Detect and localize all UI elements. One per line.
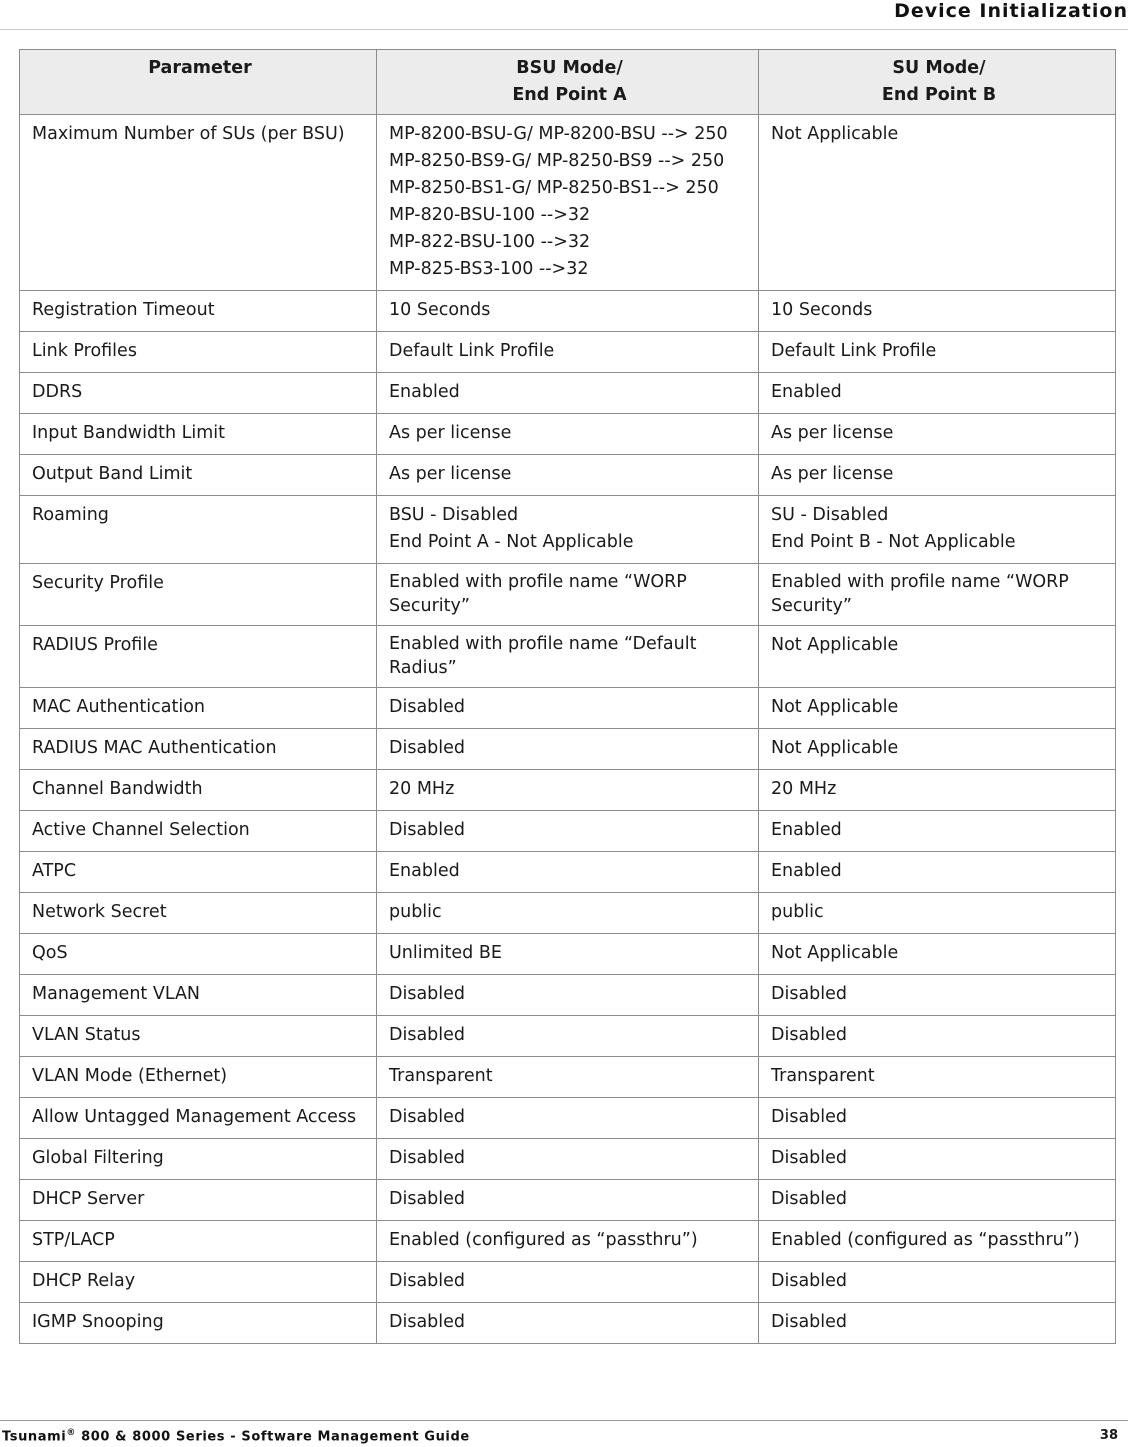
su-value-cell: Enabled (configured as “passthru”) [759,1221,1116,1262]
page-header-title: Device Initialization [894,0,1128,22]
bsu-value-cell: Unlimited BE [377,934,759,975]
parameter-name-cell: VLAN Mode (Ethernet) [20,1057,377,1098]
bsu-value-cell: Disabled [377,1139,759,1180]
su-value-cell: Enabled with profile name “WORP Security” [759,564,1116,626]
column-header [759,50,1116,115]
bsu-value-cell: As per license [377,455,759,496]
bsu-value-cell: Enabled (configured as “passthru”) [377,1221,759,1262]
parameter-name-cell: ATPC [20,852,377,893]
cell-line: BSU - Disabled [389,505,519,525]
su-value-cell: public [759,893,1116,934]
column-header [20,50,377,115]
footer-doc-title [2,1428,470,1444]
cell-line: End Point A - Not Applicable [389,532,634,552]
parameter-name-cell: Network Secret [20,893,377,934]
su-value-cell: Not Applicable [759,688,1116,729]
su-value-cell: Not Applicable [759,729,1116,770]
parameter-name-cell: Active Channel Selection [20,811,377,852]
bsu-value-cell: Disabled [377,975,759,1016]
bsu-value-cell: Disabled [377,1098,759,1139]
su-value-cell: Disabled [759,1262,1116,1303]
parameter-name-cell: Roaming [20,496,377,564]
bsu-value-cell [377,115,759,291]
footer-divider [0,1420,1128,1421]
bsu-value-cell: Default Link Profile [377,332,759,373]
parameter-name-cell: Allow Untagged Management Access [20,1098,377,1139]
column-header [377,50,759,115]
bsu-value-cell: As per license [377,414,759,455]
table-row [20,1057,1116,1098]
cell-line: SU - Disabled [771,505,889,525]
bsu-value-cell: Disabled [377,1303,759,1344]
table-row [20,688,1116,729]
column-header-line: End Point A [512,85,627,105]
table-row [20,934,1116,975]
table-header-row [20,50,1116,115]
parameter-name-cell: Security Profile [20,564,377,626]
parameter-name-cell: Management VLAN [20,975,377,1016]
cell-line: MP-822-BSU-100 -->32 [389,232,591,252]
registered-mark: ® [66,1428,76,1438]
table-row [20,852,1116,893]
cell-line: End Point B - Not Applicable [771,532,1016,552]
table-row [20,1262,1116,1303]
bsu-value-cell: Enabled [377,373,759,414]
bsu-value-cell: Transparent [377,1057,759,1098]
parameter-name-cell: STP/LACP [20,1221,377,1262]
cell-line: MP-825-BS3-100 -->32 [389,259,589,279]
bsu-value-cell: Disabled [377,1262,759,1303]
parameter-name-cell: DHCP Server [20,1180,377,1221]
table-row [20,496,1116,564]
parameter-name-cell: Maximum Number of SUs (per BSU) [20,115,377,291]
bsu-value-cell: Disabled [377,811,759,852]
parameter-name-cell: Output Band Limit [20,455,377,496]
su-value-cell: Disabled [759,1139,1116,1180]
cell-line: MP-8200-BSU-G/ MP-8200-BSU --> 250 [389,124,728,144]
parameter-name-cell: Link Profiles [20,332,377,373]
su-value-cell: 10 Seconds [759,291,1116,332]
su-value-cell: Disabled [759,1303,1116,1344]
header-divider [0,29,1128,30]
column-header-line: SU Mode/ [892,58,986,78]
cell-line: MP-8250-BS9-G/ MP-8250-BS9 --> 250 [389,151,725,171]
footer-doc-title-prefix: Tsunami [2,1429,67,1445]
su-value-cell: As per license [759,455,1116,496]
table-body [20,115,1116,1344]
page-number: 38 [1099,1428,1118,1443]
table-row [20,115,1116,291]
su-value-cell: Not Applicable [759,626,1116,688]
table-row [20,1180,1116,1221]
table-row [20,729,1116,770]
table-row [20,291,1116,332]
table-row [20,1139,1116,1180]
bsu-value-cell: Disabled [377,729,759,770]
parameter-name-cell: VLAN Status [20,1016,377,1057]
table-row [20,414,1116,455]
parameter-name-cell: IGMP Snooping [20,1303,377,1344]
table-row [20,1016,1116,1057]
table-row [20,1221,1116,1262]
cell-line: MP-820-BSU-100 -->32 [389,205,591,225]
parameter-name-cell: Channel Bandwidth [20,770,377,811]
table-row [20,455,1116,496]
su-value-cell: Not Applicable [759,934,1116,975]
su-value-cell: Not Applicable [759,115,1116,291]
table-row [20,332,1116,373]
su-value-cell: Enabled [759,852,1116,893]
table-header [20,50,1116,115]
su-value-cell: Enabled [759,373,1116,414]
table-row [20,811,1116,852]
column-header-line: BSU Mode/ [516,58,623,78]
parameter-name-cell: Registration Timeout [20,291,377,332]
parameter-name-cell: RADIUS Profile [20,626,377,688]
bsu-value-cell: Enabled [377,852,759,893]
parameter-name-cell: DDRS [20,373,377,414]
bsu-value-cell: Enabled with profile name “WORP Security” [377,564,759,626]
bsu-value-cell [377,496,759,564]
parameter-name-cell: DHCP Relay [20,1262,377,1303]
bsu-value-cell: Disabled [377,1180,759,1221]
parameter-name-cell: MAC Authentication [20,688,377,729]
bsu-value-cell: Enabled with profile name “Default Radius” [377,626,759,688]
table-row [20,1098,1116,1139]
bsu-value-cell: 10 Seconds [377,291,759,332]
parameter-name-cell: Global Filtering [20,1139,377,1180]
su-value-cell [759,496,1116,564]
parameter-name-cell: QoS [20,934,377,975]
table-row [20,1303,1116,1344]
footer-doc-title-suffix: 800 & 8000 Series - Software Management Guide [75,1429,470,1445]
parameter-table [19,49,1116,1344]
table-row [20,975,1116,1016]
su-value-cell: 20 MHz [759,770,1116,811]
table-row [20,626,1116,688]
table-row [20,893,1116,934]
bsu-value-cell: public [377,893,759,934]
su-value-cell: As per license [759,414,1116,455]
table-row [20,373,1116,414]
cell-line: MP-8250-BS1-G/ MP-8250-BS1--> 250 [389,178,719,198]
su-value-cell: Enabled [759,811,1116,852]
column-header-line: End Point B [881,85,997,105]
table-row [20,770,1116,811]
su-value-cell: Disabled [759,1016,1116,1057]
su-value-cell: Disabled [759,1180,1116,1221]
bsu-value-cell: 20 MHz [377,770,759,811]
parameter-name-cell: Input Bandwidth Limit [20,414,377,455]
table-row [20,564,1116,626]
su-value-cell: Disabled [759,1098,1116,1139]
bsu-value-cell: Disabled [377,1016,759,1057]
column-header-line: Parameter [148,58,252,78]
parameter-name-cell: RADIUS MAC Authentication [20,729,377,770]
su-value-cell: Transparent [759,1057,1116,1098]
su-value-cell: Default Link Profile [759,332,1116,373]
bsu-value-cell: Disabled [377,688,759,729]
su-value-cell: Disabled [759,975,1116,1016]
